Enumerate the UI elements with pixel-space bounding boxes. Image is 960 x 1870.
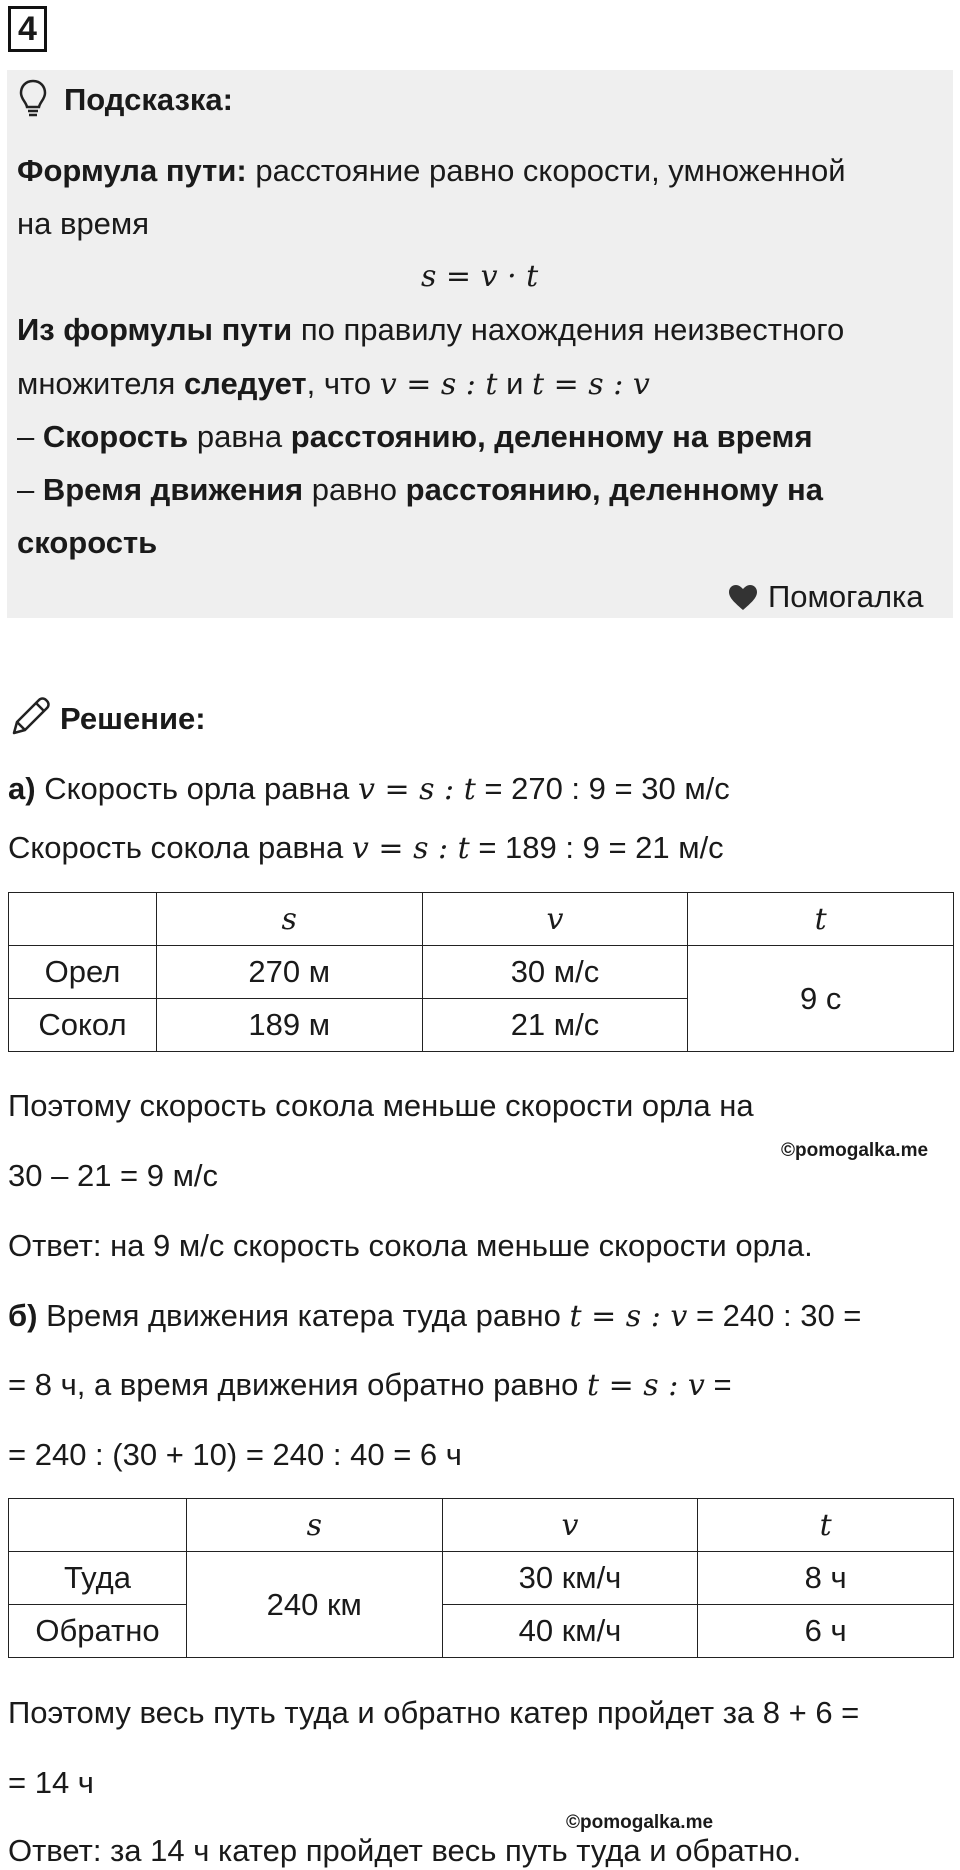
table-header-cell: t	[688, 893, 954, 946]
table-row	[9, 1552, 954, 1605]
part-a-label: а)	[8, 771, 36, 806]
hint-line-3	[17, 311, 844, 348]
b-line-2-text: = 8 ч, а время движения обратно равно	[8, 1367, 588, 1402]
table-cell: 189 м	[156, 999, 422, 1052]
b-line-1-formula: t = s : v	[569, 1299, 688, 1334]
table-cell: 270 м	[156, 946, 422, 999]
table-cell: 6 ч	[698, 1605, 954, 1658]
a-line-1-calc: = 270 : 9 = 30 м/с	[475, 771, 730, 806]
hint-line-5-bold2: расстоянию, деленному на время	[290, 419, 813, 454]
solution-b-line-1	[8, 1297, 861, 1335]
hint-line-5	[17, 418, 813, 455]
a-line-1-formula: v = s : t	[357, 772, 476, 807]
hint-line-7: скорость	[17, 525, 158, 560]
hint-line-1-rest: расстояние равно скорости, умноженной	[246, 153, 846, 188]
table-birds	[8, 892, 954, 1052]
b-line-2-calc: =	[704, 1367, 732, 1402]
pencil-icon	[10, 695, 52, 742]
solution-a-line-2	[8, 829, 724, 867]
table-cell: 21 м/с	[422, 999, 688, 1052]
b-line-2-formula: t = s : v	[587, 1368, 705, 1403]
solution-b-line-3: = 240 : (30 + 10) = 240 : 40 = 6 ч	[8, 1437, 462, 1472]
lightbulb-icon	[18, 78, 48, 125]
hint-line-3-bold: Из формулы пути	[17, 312, 293, 347]
solution-a-line-3: Поэтому скорость сокола меньше скорости орла на	[8, 1088, 754, 1123]
hint-formula-v: v = s : t	[379, 367, 498, 402]
hint-line-6-dash: –	[17, 472, 43, 507]
hint-line-5-dash: –	[17, 419, 43, 454]
solution-title: Решение:	[60, 701, 206, 736]
a-line-2-text: Скорость сокола равна	[8, 830, 352, 865]
table-boat	[8, 1498, 954, 1658]
table-header-cell	[9, 1499, 187, 1552]
hint-line-1-bold: Формула пути:	[17, 153, 247, 188]
hint-line-4-c: и	[497, 366, 533, 401]
hint-line-5-bold1: Скорость	[42, 419, 189, 454]
solution-b-line-2	[8, 1366, 732, 1404]
hint-title: Подсказка:	[64, 82, 233, 117]
part-b-label: б)	[8, 1298, 38, 1333]
table-header-row	[9, 893, 954, 946]
b-line-1-calc: = 240 : 30 =	[687, 1298, 862, 1333]
table-cell: 30 м/с	[422, 946, 688, 999]
solution-a-line-4: 30 – 21 = 9 м/с	[8, 1158, 219, 1193]
hint-line-6	[17, 471, 823, 508]
hint-line-4	[17, 365, 650, 403]
table-row	[9, 946, 954, 999]
a-line-2-formula: v = s : t	[351, 831, 470, 866]
hint-brand: Помогалка	[768, 579, 924, 614]
table-cell-merged: 9 с	[688, 946, 954, 1052]
hint-line-6-bold2: расстоянию, деленному на	[405, 472, 823, 507]
a-line-1-text: Скорость орла равна	[35, 771, 358, 806]
solution-b-line-4: Поэтому весь путь туда и обратно катер пройдет за 8 + 6 =	[8, 1695, 860, 1730]
table-header-cell: v	[442, 1499, 698, 1552]
watermark: ©pomogalka.me	[566, 1812, 714, 1833]
hint-formula-t: t = s : v	[532, 367, 650, 402]
table-cell: Орел	[9, 946, 157, 999]
b-line-1-text: Время движения катера туда равно	[37, 1298, 570, 1333]
hint-line-4-a: множителя	[17, 366, 184, 401]
table-cell: 8 ч	[698, 1552, 954, 1605]
hint-line-4-b: , что	[306, 366, 380, 401]
table-header-cell	[9, 893, 157, 946]
solution-b-line-5: = 14 ч	[8, 1765, 94, 1800]
watermark: ©pomogalka.me	[781, 1140, 929, 1161]
solution-a-answer: Ответ: на 9 м/с скорость сокола меньше скорости орла.	[8, 1228, 813, 1263]
table-cell: Туда	[9, 1552, 187, 1605]
table-cell-merged: 240 км	[186, 1552, 442, 1658]
hint-line-4-bold: следует	[183, 366, 307, 401]
hint-formula: s = v · t	[421, 259, 539, 294]
task-number: 4	[8, 6, 47, 52]
table-header-cell: v	[422, 893, 688, 946]
hint-line-2: на время	[17, 206, 150, 241]
hint-line-1	[17, 152, 846, 189]
hint-line-3-rest: по правилу нахождения неизвестного	[292, 312, 845, 347]
table-cell: Обратно	[9, 1605, 187, 1658]
table-header-cell: t	[698, 1499, 954, 1552]
table-header-cell: s	[186, 1499, 442, 1552]
table-cell: 40 км/ч	[442, 1605, 698, 1658]
table-cell: 30 км/ч	[442, 1552, 698, 1605]
table-cell: Сокол	[9, 999, 157, 1052]
table-header-row	[9, 1499, 954, 1552]
table-row	[9, 1605, 954, 1658]
hint-line-6-bold1: Время движения	[42, 472, 304, 507]
hint-line-5-mid: равна	[188, 419, 291, 454]
heart-icon	[728, 584, 758, 617]
solution-a-line-1	[8, 770, 730, 808]
hint-line-6-mid: равно	[303, 472, 406, 507]
a-line-2-calc: = 189 : 9 = 21 м/с	[469, 830, 724, 865]
table-header-cell: s	[156, 893, 422, 946]
solution-b-answer: Ответ: за 14 ч катер пройдет весь путь туда и обратно.	[8, 1833, 802, 1868]
